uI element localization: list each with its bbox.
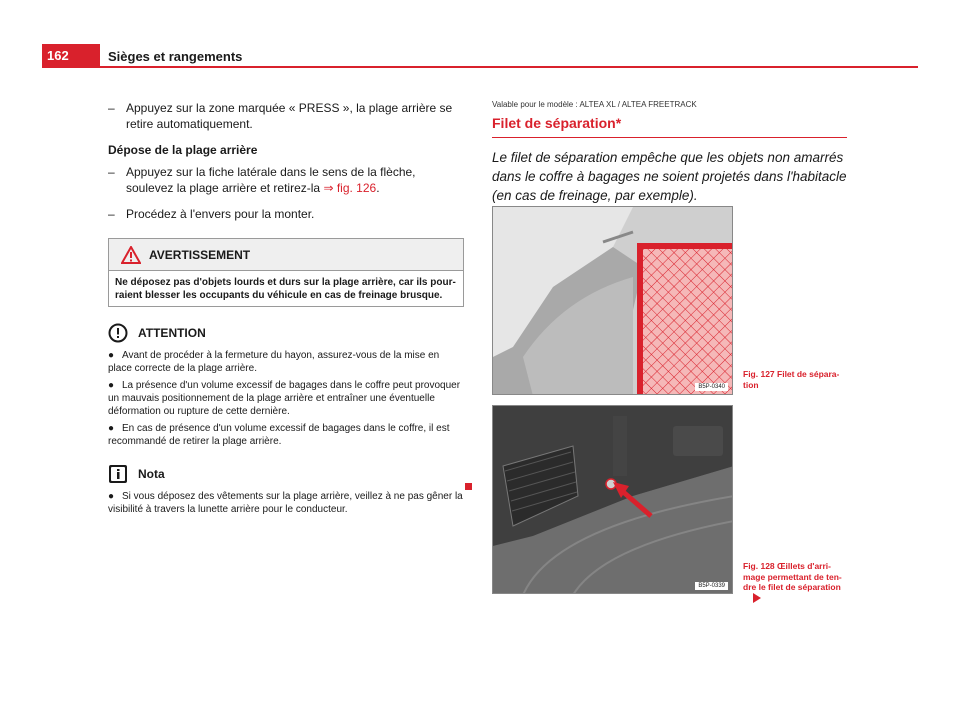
- figure-128-caption: [743, 561, 848, 603]
- section-end-mark: [465, 483, 472, 490]
- figure-127-caption: Fig. 127 Filet de séparation: [743, 369, 840, 390]
- left-column: [108, 100, 464, 516]
- warning-title: AVERTISSEMENT: [149, 247, 251, 262]
- step-text-end: .: [376, 181, 380, 195]
- nota-block: [108, 462, 464, 516]
- cargo-eyelets-illustration: [493, 406, 733, 594]
- nota-header: [108, 462, 464, 486]
- step-item: – Procédez à l'envers pour la monter.: [108, 206, 464, 222]
- figure-code: B5P-0339: [695, 582, 728, 590]
- figure-128-caption-text: Fig. 128 Œillets d'arrimage permettant de tendre le filet de séparation: [743, 561, 842, 592]
- figure-link[interactable]: ⇒ fig. 126: [323, 181, 377, 195]
- step-item: – Appuyez sur la zone marquée « PRESS », la plage arrière se retire automatiquement.: [108, 100, 464, 132]
- warning-text: Ne déposez pas d'objets lourds et durs sur la plage arrière, car ils pourraient blesser les occupants du véhicule en cas de freinage brusque.: [115, 277, 456, 301]
- step-text: Appuyez sur la fiche latérale dans le sens de la flèche, soulevez la plage arrière et retirez-la: [126, 165, 416, 195]
- continue-arrow-icon: [753, 593, 761, 603]
- subheading: Dépose de la plage arrière: [108, 143, 258, 157]
- step-item: [108, 164, 464, 196]
- nota-bullet: ● Si vous déposez des vêtements sur la plage arrière, veillez à ne pas gêner la visibilité à travers la lunette arrière pour le conducteur.: [108, 491, 463, 515]
- info-icon: [108, 464, 128, 484]
- warning-box: [108, 238, 464, 307]
- warning-header: [109, 239, 463, 271]
- attention-bullet: ● La présence d'un volume excessif de bagages dans le coffre peut provoquer un mauvais positionnement de la plage arrière et entraîner une éventuelle déformation ou rupture de cette dernière.: [108, 380, 461, 417]
- figure-128-image: [492, 405, 733, 594]
- figure-127-image: [492, 206, 733, 395]
- attention-bullet: ● En cas de présence d'un volume excessif de bagages dans le coffre, il est recommandé de retirer la plage arrière.: [108, 423, 450, 447]
- section-title: Filet de séparation*: [492, 115, 847, 138]
- attention-block: [108, 321, 464, 448]
- attention-header: [108, 321, 464, 345]
- attention-bullet: ● Avant de procéder à la fermeture du hayon, assurez-vous de la mise en place correcte de la plage arrière.: [108, 350, 440, 374]
- model-applicability: Valable pour le modèle : ALTEA XL / ALTEA FREETRACK: [492, 100, 697, 109]
- warning-icon: [121, 246, 141, 264]
- header-rule: [100, 66, 918, 68]
- attention-icon: [108, 323, 128, 343]
- nota-title: Nota: [138, 467, 165, 481]
- right-column: [492, 100, 848, 205]
- separation-net-illustration: [493, 207, 733, 395]
- attention-title: ATTENTION: [138, 326, 206, 340]
- figure-code: B5P-0340: [695, 383, 728, 391]
- intro-text: Le filet de séparation empêche que les objets non amarrés dans le coffre à bagages ne soient projetés dans l'habitacle (en cas de freinage, par exemple).: [492, 150, 847, 203]
- page-number: 162: [42, 44, 100, 68]
- page-title: Sièges et rangements: [108, 49, 243, 64]
